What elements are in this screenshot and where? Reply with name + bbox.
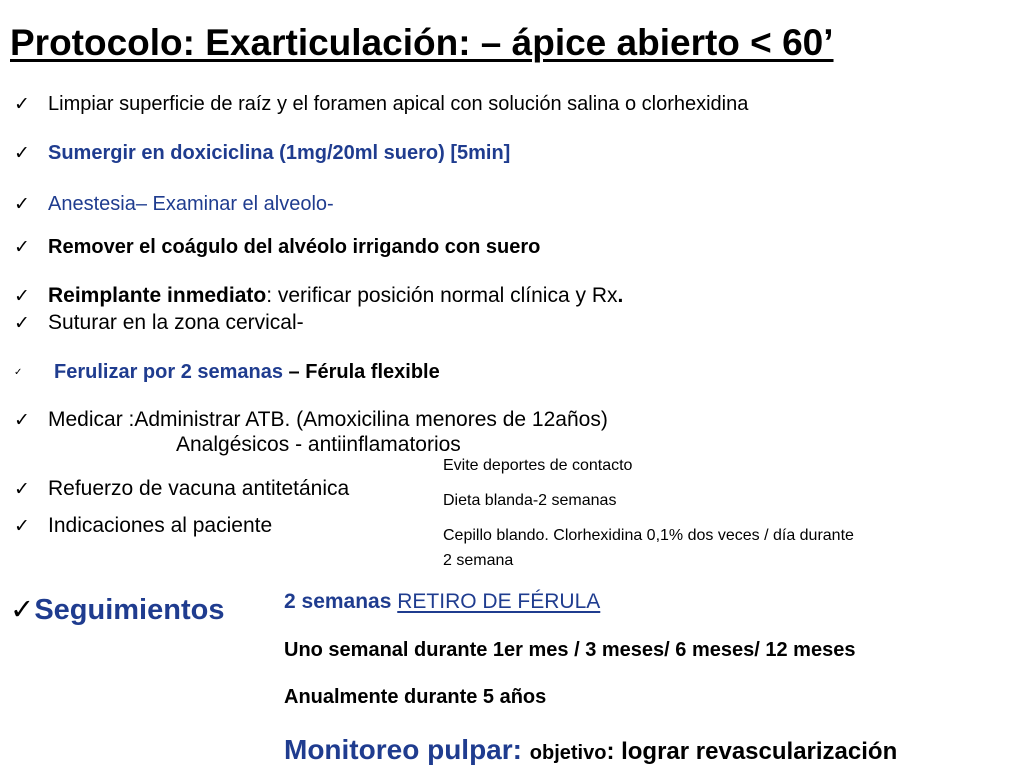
list-item-doxycycline — [14, 142, 510, 165]
followup-line-4 — [284, 734, 897, 766]
item-text-line2: Analgésicos - antiinflamatorios — [176, 433, 461, 456]
followup-line-3: Anualmente durante 5 años — [284, 686, 547, 708]
list-item-reimplant — [14, 284, 623, 308]
item-text-bold: Reimplante inmediato — [48, 284, 267, 307]
item-text-end: . — [617, 284, 624, 307]
item-text: Sumergir en doxiciclina (1mg/20ml suero) [5min] — [48, 142, 511, 164]
list-item-splint — [14, 361, 440, 384]
list-item-indications — [14, 514, 272, 538]
item-text: Férula flexible — [305, 361, 440, 383]
indication-line: Evite deportes de contacto — [443, 457, 633, 474]
followup-line-1-prefix: 2 semanas — [284, 590, 398, 613]
objetivo-label: objetivo — [529, 742, 607, 764]
list-item-clean-root — [14, 93, 748, 116]
retiro-ferula-link[interactable]: RETIRO DE FÉRULA — [397, 590, 601, 613]
checkmark-icon: ✓ — [14, 313, 30, 334]
followup-line-1 — [284, 590, 600, 614]
indication-line: Dieta blanda-2 semanas — [443, 492, 617, 509]
item-text: Limpiar superficie de raíz y el foramen apical con solución salina o clorhexidina — [48, 93, 749, 115]
indication-line: Cepillo blando. Clorhexidina 0,1% dos veces / día durante — [443, 527, 854, 544]
slide-title: Protocolo: Exarticulación: – ápice abierto < 60’ — [10, 22, 834, 63]
list-item-remove-clot — [14, 236, 540, 259]
checkmark-icon: ✓ — [14, 94, 30, 115]
followup-line-2: Uno semanal durante 1er mes / 3 meses/ 6 meses/ 12 meses — [284, 639, 856, 661]
list-item-suture — [14, 311, 304, 335]
checkmark-icon: ✓ — [14, 367, 23, 379]
item-text: Remover el coágulo del alvéolo irrigando con suero — [48, 236, 541, 258]
indication-line: 2 semana — [443, 552, 514, 569]
list-item-vaccine — [14, 477, 349, 501]
checkmark-icon: ✓ — [14, 286, 30, 307]
monitoreo-label: Monitoreo pulpar: — [284, 734, 530, 765]
list-item-anesthesia — [14, 193, 334, 216]
checkmark-icon: ✓ — [14, 143, 30, 164]
item-text: Refuerzo de vacuna antitetánica — [48, 477, 350, 500]
item-text: : verificar posición normal clínica y Rx — [266, 284, 618, 307]
item-text: Indicaciones al paciente — [48, 514, 273, 537]
checkmark-icon: ✓ — [14, 516, 30, 537]
checkmark-icon: ✓ — [14, 237, 30, 258]
followup-heading — [10, 592, 224, 627]
checkmark-icon: ✓ — [14, 479, 30, 500]
item-text-dash: – — [282, 361, 306, 383]
checkmark-icon: ✓ — [14, 194, 30, 215]
checkmark-icon: ✓ — [14, 410, 30, 431]
checkmark-icon: ✓ — [10, 594, 35, 626]
followup-heading-text: Seguimientos — [34, 594, 225, 626]
item-text-blue: Ferulizar por 2 semanas — [54, 361, 283, 383]
item-text: Anestesia– Examinar el alveolo- — [48, 193, 334, 215]
item-text: Suturar en la zona cervical- — [48, 311, 304, 334]
item-text: Medicar :Administrar ATB. (Amoxicilina menores de 12años) — [48, 408, 608, 431]
list-item-medicate — [14, 408, 608, 432]
objetivo-text: : lograr revascularización — [606, 738, 898, 765]
